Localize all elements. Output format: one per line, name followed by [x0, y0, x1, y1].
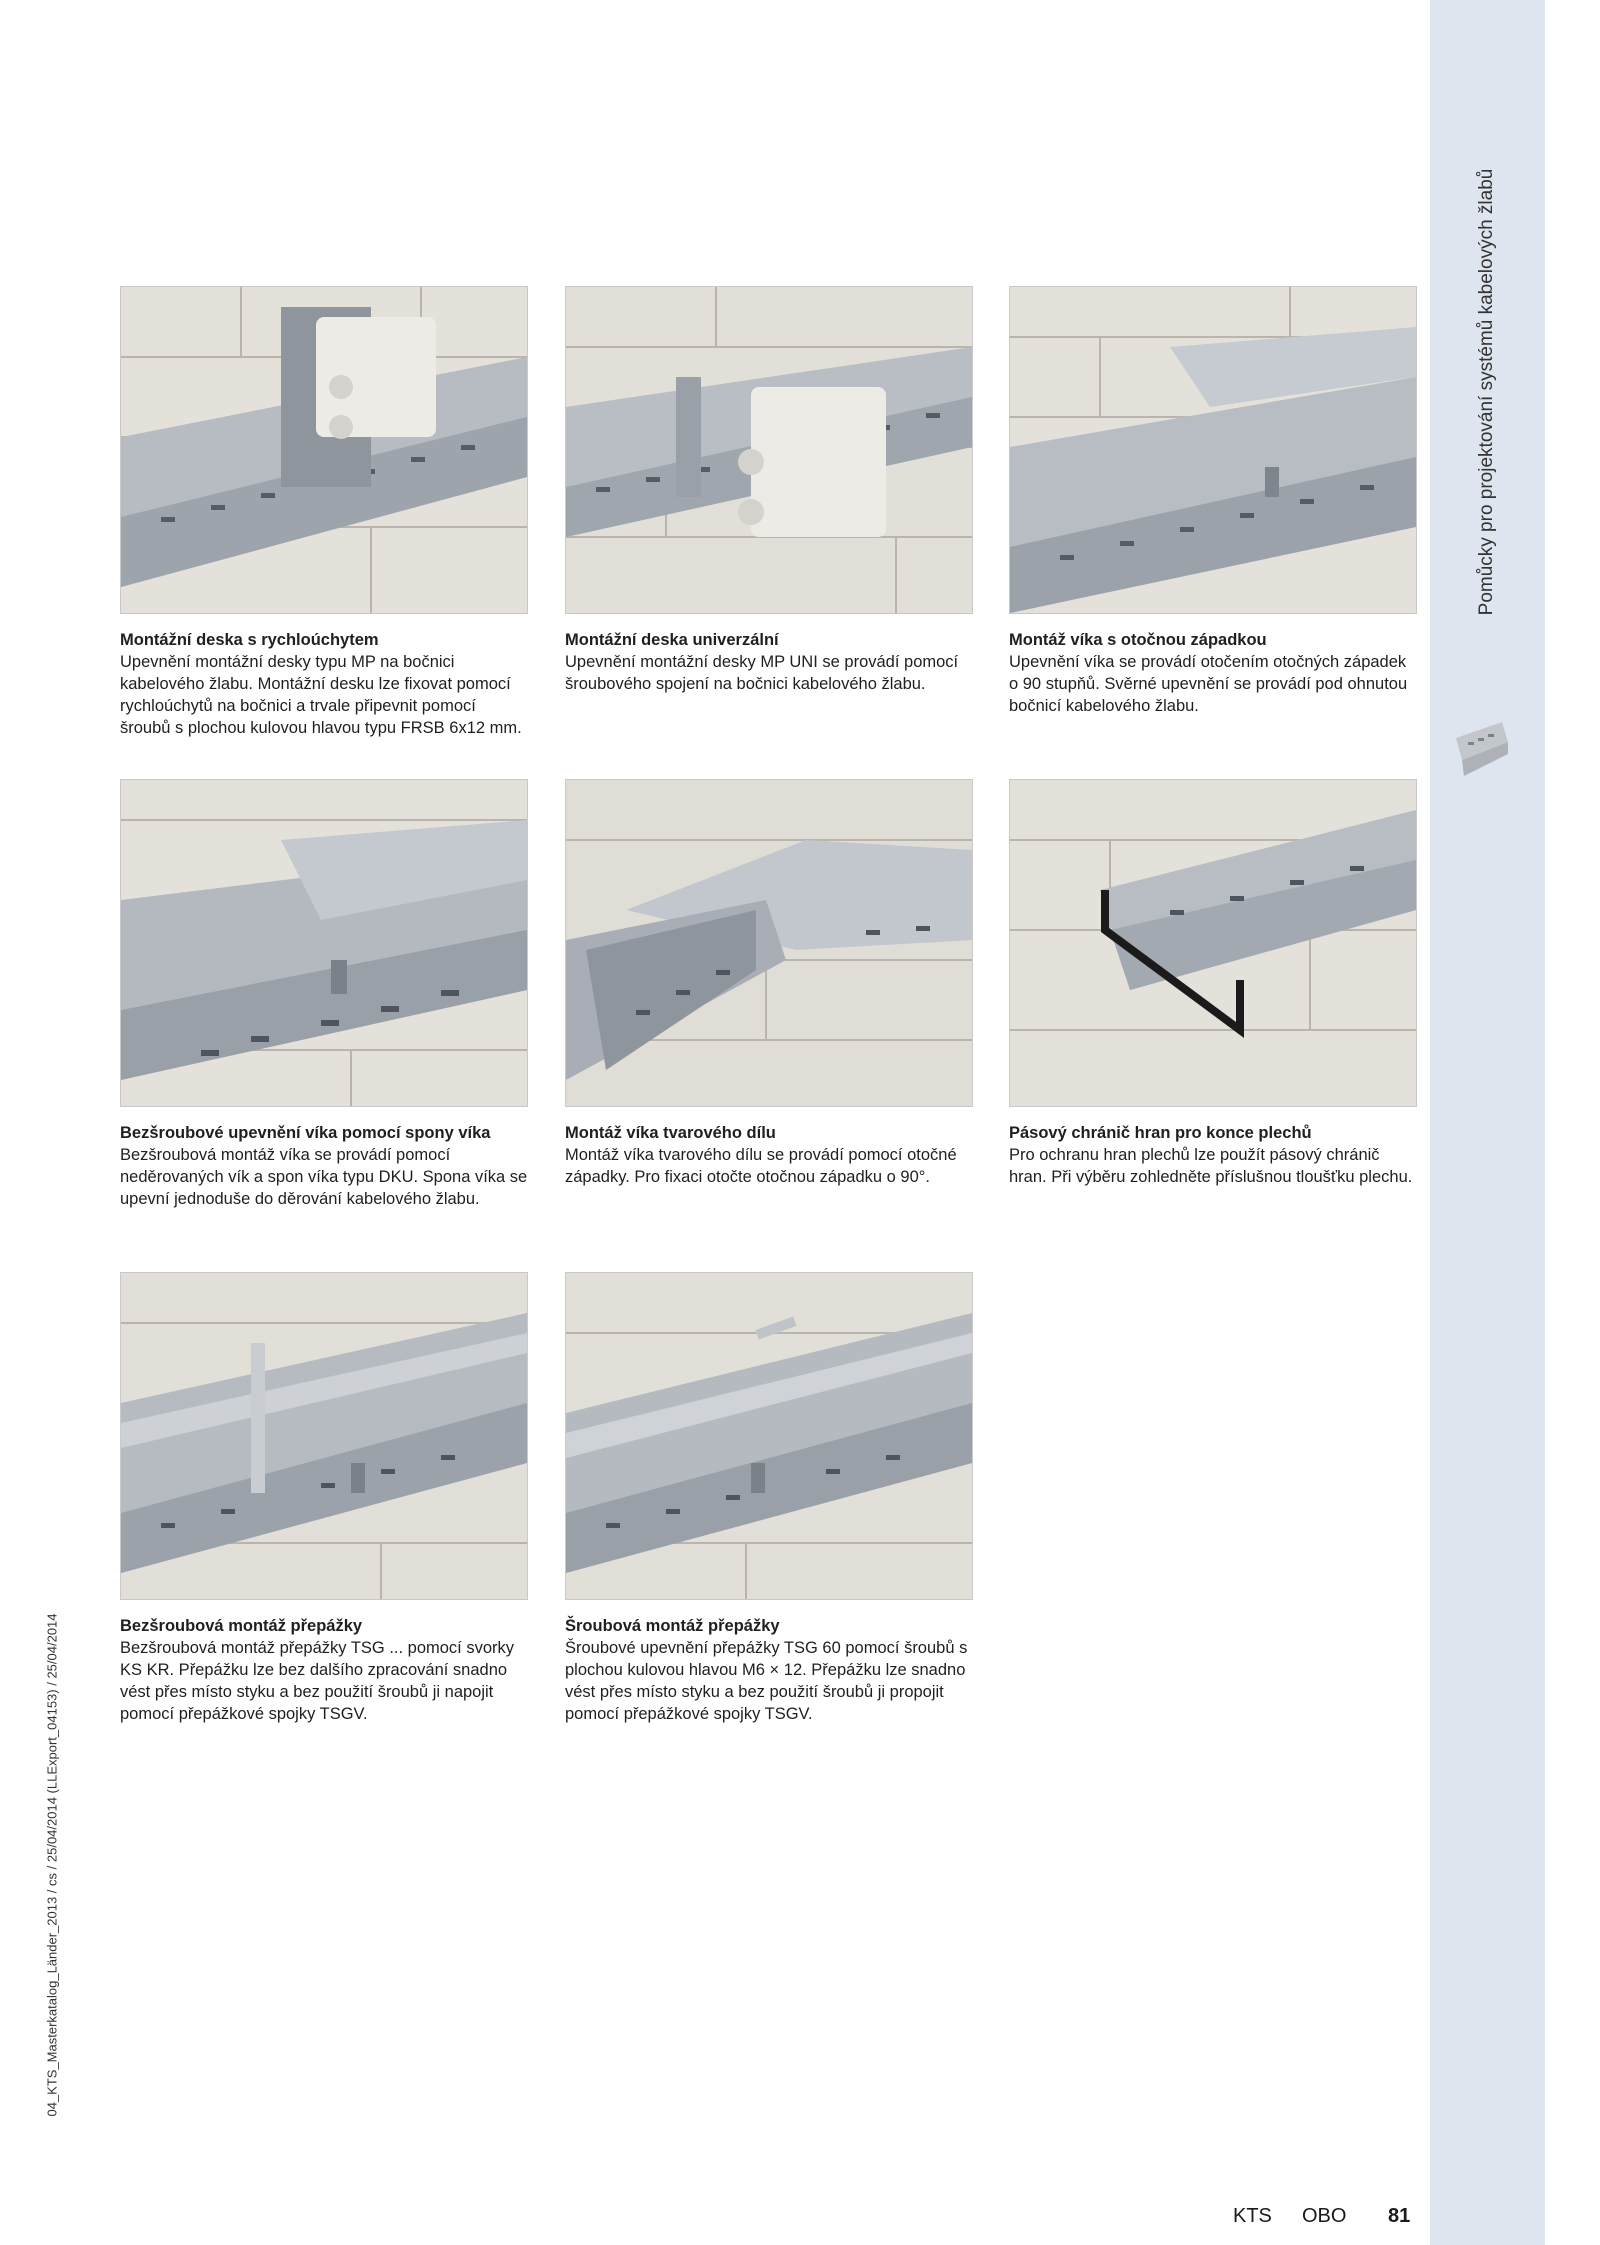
item-text: Bezšroubová montáž víka se provádí pomocí neděrovaných vík a spon víka typu DKU. Spona víka se upevní jednoduše do děrování kabelového žlabu.: [120, 1146, 528, 1208]
product-photo-mounting-plate-quick: [120, 286, 528, 614]
item-text: Pro ochranu hran plechů lze použít pásový chránič hran. Při výběru zohledněte příslušnou tloušťku plechu.: [1009, 1146, 1413, 1186]
item-title: Montážní deska univerzální: [565, 631, 779, 649]
item-title: Bezšroubové upevnění víka pomocí spony víka: [120, 1124, 491, 1142]
product-photo-cover-turn-latch: [1009, 286, 1417, 614]
footer-company: OBO: [1302, 2205, 1347, 2227]
item-card: [120, 1272, 528, 1725]
footer-brand: KTS: [1233, 2205, 1272, 2227]
item-text: Upevnění víka se provádí otočením otočných západek o 90 stupňů. Svěrné upevnění se provádí pod ohnutou bočnicí kabelového žlabu.: [1009, 653, 1408, 715]
section-thumbnail-image: [1452, 718, 1512, 780]
item-text: Upevnění montážní desky MP UNI se provádí pomocí šroubového spojení na bočnici kabelového žlabu.: [565, 653, 959, 693]
item-text: Montáž víka tvarového dílu se provádí pomocí otočné západky. Pro fixaci otočte otočnou západku o 90°.: [565, 1146, 957, 1186]
product-photo-separator-screwless: [120, 1272, 528, 1600]
item-card: [120, 286, 528, 739]
item-title: Bezšroubová montáž přepážky: [120, 1617, 363, 1635]
item-text: Bezšroubová montáž přepážky TSG ... pomocí svorky KS KR. Přepážku lze bez dalšího zpracování snadno vést přes místo styku a bez použití šroubů ji napojit pomocí přepážkové spojky TSGV.: [120, 1639, 515, 1723]
product-photo-fitting-cover: [565, 779, 973, 1107]
item-title: Montáž víka s otočnou západkou: [1009, 631, 1267, 649]
item-card: [1009, 779, 1417, 1188]
section-side-title: Pomůcky pro projektování systémů kabelových žlabů: [1476, 168, 1497, 616]
item-title: Montáž víka tvarového dílu: [565, 1124, 776, 1142]
item-text: Šroubové upevnění přepážky TSG 60 pomocí šroubů s plochou kulovou hlavou M6 × 12. Přepážku lze snadno vést přes místo styku a bez použití šroubů ji propojit pomocí přepážkové spojky TSGV.: [565, 1639, 968, 1723]
item-title: Šroubová montáž přepážky: [565, 1617, 780, 1635]
item-card: [565, 779, 973, 1188]
product-photo-separator-screwed: [565, 1272, 973, 1600]
product-photo-mounting-plate-universal: [565, 286, 973, 614]
product-photo-edge-protector: [1009, 779, 1417, 1107]
item-text: Upevnění montážní desky typu MP na bočnici kabelového žlabu. Montážní desku lze fixovat pomocí rychloúchytů na bočnici a trvale připevnit pomocí šroubů s plochou kulovou hlavou typu FRSB 6x12 mm.: [120, 653, 522, 737]
item-title: Montážní deska s rychloúchytem: [120, 631, 379, 649]
item-card: [1009, 286, 1417, 717]
print-metadata-note: 04_KTS_Masterkatalog_Länder_2013 / cs / 25/04/2014 (LLExport_04153) / 25/04/2014: [44, 1613, 60, 2117]
item-card: [120, 779, 528, 1210]
item-card: [565, 1272, 973, 1725]
item-card: [565, 286, 973, 695]
product-photo-cover-clip: [120, 779, 528, 1107]
page-number: 81: [1388, 2205, 1411, 2227]
item-title: Pásový chránič hran pro konce plechů: [1009, 1124, 1312, 1142]
